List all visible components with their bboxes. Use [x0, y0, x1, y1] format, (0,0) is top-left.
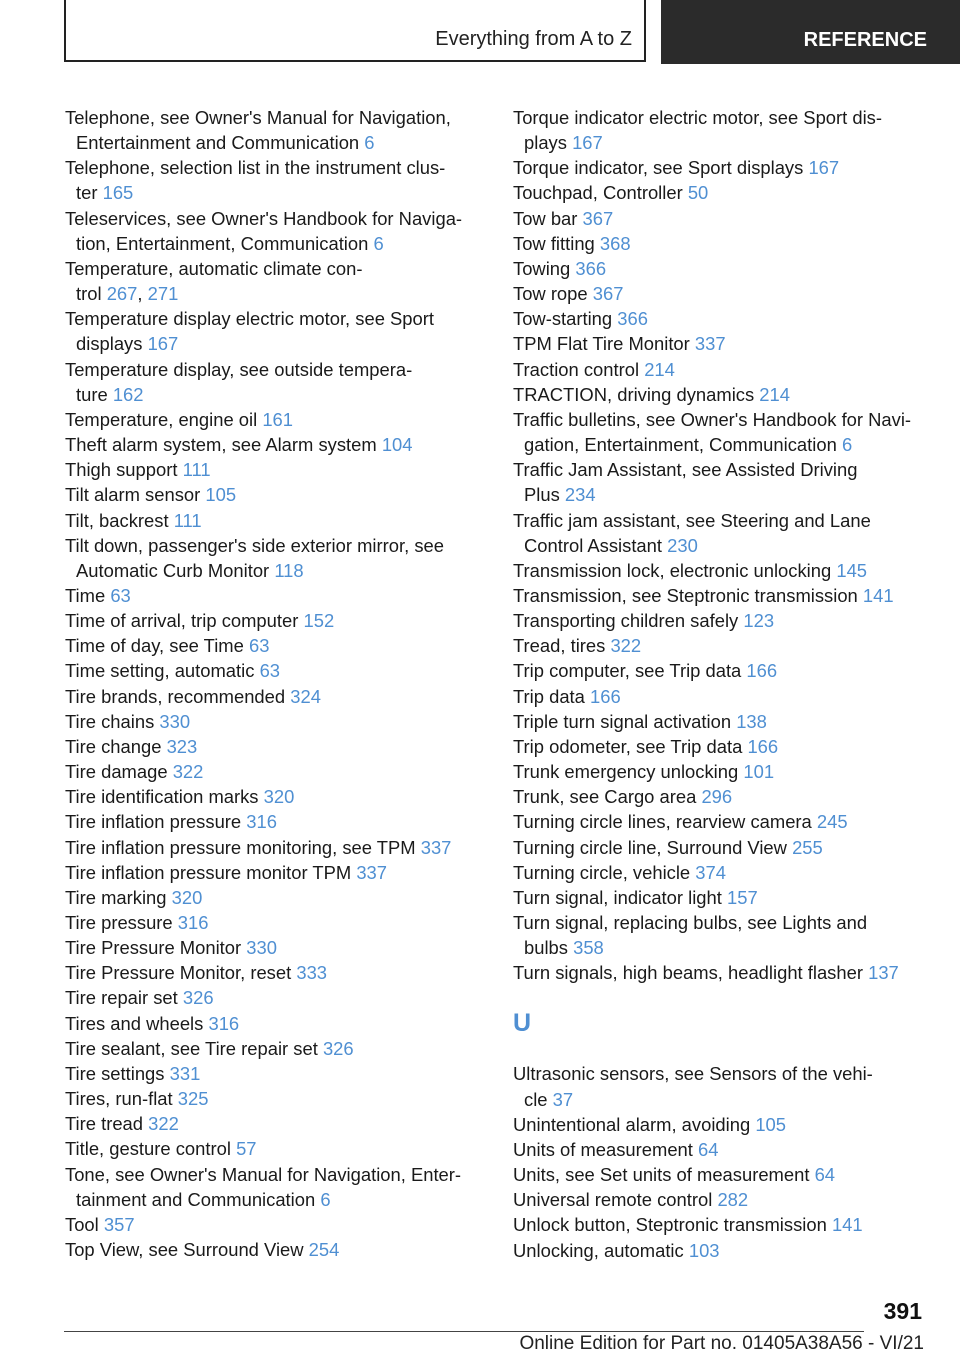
index-entry	[513, 960, 943, 985]
page-reference-link[interactable]: 152	[303, 610, 335, 632]
page-reference-link[interactable]: 167	[572, 132, 603, 154]
index-column-left	[65, 105, 485, 1262]
index-entry-term: Trip odometer, see Trip data	[513, 735, 743, 757]
index-entry	[65, 709, 485, 734]
index-entry-term: Tire sealant, see Tire repair set	[65, 1037, 318, 1059]
index-entry-term: Trunk, see Cargo area	[513, 786, 697, 808]
page-reference-link[interactable]: 166	[747, 735, 779, 757]
page-reference-link[interactable]: 111	[173, 509, 202, 531]
index-entry	[513, 910, 943, 960]
index-entry-continuation: Plus	[524, 484, 560, 506]
index-entry	[513, 860, 943, 885]
index-entry-continuation: Control Assistant	[524, 534, 662, 556]
page-reference-link[interactable]: 366	[617, 308, 648, 330]
index-entry	[65, 1111, 485, 1136]
index-entry-continuation: bulbs	[524, 937, 568, 959]
index-entry-term: Title, gesture control	[65, 1138, 231, 1160]
index-entry-term: Time of day, see Time	[65, 635, 244, 657]
index-entry-continuation: gation, Entertainment, Communication	[524, 434, 837, 456]
page-reference-link[interactable]: 145	[836, 559, 868, 581]
index-entry	[513, 885, 943, 910]
page-reference-link[interactable]: 166	[746, 660, 778, 682]
index-entry-term: Units of measurement	[513, 1138, 693, 1160]
index-entry	[513, 734, 943, 759]
page-reference-link[interactable]: 63	[248, 635, 270, 657]
page-reference-link[interactable]: 267	[106, 283, 138, 305]
page-reference-link[interactable]: 367	[592, 283, 624, 305]
index-entry	[65, 960, 485, 985]
index-entry-term: Temperature, engine oil	[65, 408, 258, 430]
page-reference-link[interactable]: 103	[688, 1239, 720, 1261]
index-entry-term: Unintentional alarm, avoiding	[513, 1113, 751, 1135]
index-entry-term: Unlock button, Steptronic transmission	[513, 1214, 827, 1236]
page-reference-link[interactable]: 322	[610, 635, 642, 657]
index-entry-term: Time of arrival, trip computer	[65, 610, 299, 632]
page-reference-link[interactable]: 316	[177, 912, 209, 933]
index-entry-term: Turning circle, vehicle	[513, 861, 691, 883]
page-reference-link[interactable]: 282	[717, 1189, 749, 1211]
index-entry-term: Teleservices, see Owner's Handbook for Naviga-	[65, 207, 463, 229]
page-reference-link[interactable]: 50	[687, 182, 709, 204]
page-reference-link[interactable]: 230	[667, 534, 698, 556]
index-entry-term: Tilt alarm sensor	[65, 484, 201, 506]
page-reference-link[interactable]: 166	[590, 685, 621, 707]
index-entry-term: TRACTION, driving dynamics	[513, 383, 755, 405]
page-reference-link[interactable]: 296	[701, 786, 733, 808]
page-reference-link[interactable]: 326	[322, 1037, 354, 1059]
section-title-box	[64, 0, 646, 62]
index-entry-term: Towing	[513, 257, 571, 279]
index-entry	[65, 482, 485, 507]
page-reference-link[interactable]: 331	[169, 1062, 201, 1084]
index-entry	[65, 658, 485, 683]
index-entry	[65, 105, 485, 155]
page-reference-link[interactable]: 161	[262, 408, 294, 430]
page-reference-link[interactable]: 165	[102, 182, 134, 204]
index-entry-term: Time setting, automatic	[65, 660, 255, 682]
index-entry	[513, 180, 943, 205]
index-entry	[65, 885, 485, 910]
page-reference-link[interactable]: 167	[147, 333, 179, 355]
page-reference-link[interactable]: 337	[356, 861, 387, 883]
index-entry-term: Tread, tires	[513, 635, 606, 657]
index-entry-term: Tire brands, recommended	[65, 685, 286, 707]
page-reference-link[interactable]: 104	[381, 434, 413, 456]
index-entry-continuation: tion, Entertainment, Communication	[76, 232, 369, 254]
index-entry-term: Tire Pressure Monitor	[65, 937, 242, 959]
index-entry	[65, 935, 485, 960]
index-entry-continuation: displays	[76, 333, 143, 355]
index-entry-term: Traffic Jam Assistant, see Assisted Driving	[513, 459, 858, 481]
index-entry-term: Temperature display, see outside tempera-	[65, 358, 413, 380]
index-entry-term: Tire marking	[65, 886, 167, 908]
index-list-u	[513, 1061, 943, 1262]
index-entry	[65, 1011, 485, 1036]
index-entry	[65, 206, 485, 256]
index-entry-term: Tires, run-flat	[65, 1088, 173, 1110]
index-entry	[513, 658, 943, 683]
page-reference-link[interactable]: 255	[792, 836, 823, 858]
index-entry-term: Traction control	[513, 358, 640, 380]
index-entry-term: TPM Flat Tire Monitor	[513, 333, 690, 355]
index-entry	[513, 306, 943, 331]
index-entry	[65, 1061, 485, 1086]
index-entry	[65, 155, 485, 205]
index-entry-term: Triple turn signal activation	[513, 710, 732, 732]
page-reference-link[interactable]: 57	[236, 1138, 257, 1160]
page-reference-link[interactable]: 316	[208, 1012, 240, 1034]
index-entry	[65, 357, 485, 407]
index-entry-term: Trip computer, see Trip data	[513, 660, 742, 682]
page-reference-link[interactable]: 357	[103, 1213, 135, 1235]
index-entry-term: Telephone, selection list in the instrument clus-	[65, 157, 446, 179]
index-entry	[65, 608, 485, 633]
page-reference-link[interactable]: 245	[816, 811, 848, 833]
index-entry-term: Theft alarm system, see Alarm system	[65, 434, 377, 456]
page-reference-link[interactable]: 271	[147, 283, 179, 305]
index-entry	[513, 583, 943, 608]
index-entry-term: Tow fitting	[513, 232, 595, 254]
index-entry-continuation: Entertainment and Communication	[76, 132, 360, 154]
page-reference-link[interactable]: 366	[575, 257, 607, 279]
index-entry-term: Tire inflation pressure	[65, 811, 242, 833]
index-entry	[513, 1112, 943, 1137]
index-entry	[513, 1137, 943, 1162]
page-reference-link[interactable]: 6	[841, 434, 853, 456]
page-reference-link[interactable]: 6	[320, 1188, 331, 1210]
index-entry	[513, 633, 943, 658]
index-entry-continuation: tainment and Communication	[76, 1188, 316, 1210]
index-entry-term: Tire repair set	[65, 987, 178, 1009]
page-reference-link[interactable]: 37	[552, 1088, 574, 1110]
index-entry-continuation: ter	[76, 182, 98, 204]
page-reference-link[interactable]: 6	[373, 232, 384, 254]
index-entry-term: Tire Pressure Monitor, reset	[65, 962, 292, 984]
index-entry-term: Tire tread	[65, 1113, 144, 1135]
index-entry	[65, 508, 485, 533]
index-entry	[513, 105, 943, 155]
page-reference-link[interactable]: 324	[290, 685, 321, 707]
index-entry	[513, 457, 943, 507]
index-entry-term: Tilt down, passenger's side exterior mirror, see	[65, 534, 444, 556]
page-reference-link[interactable]: 64	[698, 1138, 719, 1160]
page-reference-link[interactable]: 137	[868, 962, 899, 984]
index-entry-term: Torque indicator electric motor, see Sport dis-	[513, 107, 882, 128]
page-reference-link[interactable]: 6	[364, 132, 375, 154]
page-reference-link[interactable]: 326	[182, 987, 214, 1009]
index-entry	[65, 457, 485, 482]
page-ref-separator: ,	[137, 283, 148, 305]
index-entry-term: Traffic jam assistant, see Steering and Lane	[513, 509, 871, 531]
index-entry	[513, 684, 943, 709]
index-entry	[65, 734, 485, 759]
index-entry-term: Tire identification marks	[65, 786, 259, 808]
index-entry	[65, 533, 485, 583]
index-entry	[65, 759, 485, 784]
index-entry	[513, 835, 943, 860]
index-entry	[513, 231, 943, 256]
index-entry	[65, 432, 485, 457]
index-entry-term: Tow rope	[513, 283, 588, 305]
index-entry	[513, 382, 943, 407]
section-title: Everything from A to Z	[435, 28, 632, 50]
index-entry-term: Turn signals, high beams, headlight flasher	[513, 962, 863, 984]
index-entry	[513, 608, 943, 633]
page-reference-link[interactable]: 167	[808, 157, 840, 179]
index-entry	[65, 860, 485, 885]
index-entry-term: Units, see Set units of measurement	[513, 1164, 810, 1186]
index-entry-term: Temperature, automatic climate con-	[65, 257, 363, 279]
index-entry-term: Thigh support	[65, 459, 178, 481]
index-entry-term: Tire chains	[65, 710, 155, 732]
index-entry-term: Turning circle lines, rearview camera	[513, 811, 812, 833]
index-list-t-continued	[513, 105, 943, 985]
index-entry-continuation: cle	[524, 1088, 548, 1110]
index-entry-term: Turning circle line, Surround View	[513, 836, 787, 858]
index-entry	[65, 1212, 485, 1237]
running-header	[64, 0, 960, 66]
index-entry	[513, 407, 943, 457]
page-reference-link[interactable]: 374	[695, 861, 726, 883]
page-reference-link[interactable]: 214	[644, 358, 675, 380]
index-entry	[65, 910, 485, 935]
index-entry-continuation: plays	[524, 132, 567, 154]
index-entry	[65, 985, 485, 1010]
index-entry-term: Transmission, see Steptronic transmission	[513, 584, 858, 606]
chapter-tab	[661, 0, 960, 64]
page-reference-link[interactable]: 337	[420, 836, 452, 858]
footer-divider	[64, 1331, 864, 1332]
index-entry	[65, 583, 485, 608]
index-entry-term: Traffic bulletins, see Owner's Handbook for Navi-	[513, 408, 912, 430]
index-entry	[513, 1162, 943, 1187]
index-entry-term: Time	[65, 584, 106, 606]
page-reference-link[interactable]: 63	[110, 584, 131, 606]
index-entry	[513, 759, 943, 784]
page-reference-link[interactable]: 105	[755, 1113, 786, 1135]
page-reference-link[interactable]: 325	[177, 1088, 209, 1110]
page-reference-link[interactable]: 330	[246, 937, 277, 959]
index-entry	[513, 809, 943, 834]
index-entry	[65, 1162, 485, 1212]
page-reference-link[interactable]: 63	[259, 660, 281, 682]
index-entry	[513, 709, 943, 734]
index-entry-continuation: trol	[76, 283, 102, 305]
index-entry-term: Transporting children safely	[513, 610, 739, 632]
index-entry-term: Universal remote control	[513, 1189, 713, 1211]
index-entry-term: Unlocking, automatic	[513, 1239, 684, 1261]
index-letter-heading: U	[513, 1009, 532, 1038]
page-reference-link[interactable]: 214	[759, 383, 790, 405]
index-entry	[513, 256, 943, 281]
index-entry-term: Tone, see Owner's Manual for Navigation, Enter-	[65, 1163, 462, 1185]
index-entry	[65, 835, 485, 860]
page-reference-link[interactable]: 316	[246, 811, 277, 833]
index-entry	[513, 508, 943, 558]
page-reference-link[interactable]: 337	[694, 333, 726, 355]
page-reference-link[interactable]: 322	[148, 1113, 179, 1135]
page-reference-link[interactable]: 138	[736, 710, 767, 732]
index-entry-term: Turn signal, indicator light	[513, 886, 722, 908]
page-number: 391	[883, 1298, 922, 1324]
page-reference-link[interactable]: 234	[564, 484, 596, 506]
index-entry-term: Top View, see Surround View	[65, 1239, 304, 1261]
index-entry	[65, 684, 485, 709]
index-entry	[65, 1136, 485, 1161]
index-entry-term: Tires and wheels	[65, 1012, 204, 1034]
index-entry-term: Torque indicator, see Sport displays	[513, 157, 804, 179]
index-entry-term: Tow-starting	[513, 308, 613, 330]
index-entry-term: Turn signal, replacing bulbs, see Lights and	[513, 912, 868, 933]
page-reference-link[interactable]: 320	[171, 886, 203, 908]
index-entry	[513, 357, 943, 382]
index-entry	[513, 1187, 943, 1212]
index-entry	[65, 809, 485, 834]
index-entry	[65, 256, 485, 306]
index-entry-term: Tow bar	[513, 207, 578, 229]
index-entry-term: Transmission lock, electronic unlocking	[513, 559, 832, 581]
page-reference-link[interactable]: 118	[274, 559, 304, 581]
index-entry-term: Ultrasonic sensors, see Sensors of the vehi-	[513, 1063, 873, 1085]
index-entry-term: Tool	[65, 1213, 99, 1235]
index-entry	[513, 1061, 943, 1111]
index-entry	[65, 633, 485, 658]
index-entry	[513, 558, 943, 583]
page-reference-link[interactable]: 367	[582, 207, 614, 229]
page-reference-link[interactable]: 64	[814, 1164, 836, 1186]
page-reference-link[interactable]: 141	[862, 584, 894, 606]
chapter-title: REFERENCE	[803, 29, 927, 51]
page-reference-link[interactable]: 322	[172, 761, 204, 783]
index-entry-term: Tilt, backrest	[65, 509, 169, 531]
page-reference-link[interactable]: 123	[743, 610, 775, 632]
page-reference-link[interactable]: 162	[112, 383, 144, 405]
index-entry-term: Touchpad, Controller	[513, 182, 683, 204]
index-entry	[65, 1086, 485, 1111]
index-entry-term: Tire inflation pressure monitor TPM	[65, 861, 352, 883]
index-entry	[513, 1238, 943, 1263]
page-reference-link[interactable]: 333	[296, 962, 328, 984]
page-reference-link[interactable]: 157	[727, 886, 758, 908]
page-reference-link[interactable]: 323	[166, 735, 198, 757]
index-entry	[65, 407, 485, 432]
index-entry	[513, 331, 943, 356]
index-entry-term: Tire change	[65, 735, 162, 757]
index-entry-term: Telephone, see Owner's Manual for Navigation,	[65, 107, 451, 128]
index-entry	[65, 784, 485, 809]
index-entry-term: Tire inflation pressure monitoring, see TPM	[65, 836, 416, 858]
index-entry	[513, 1212, 943, 1237]
index-entry-continuation: ture	[76, 383, 108, 405]
index-entry-term: Tire settings	[65, 1062, 165, 1084]
page-reference-link[interactable]: 358	[573, 937, 604, 959]
index-entry	[513, 206, 943, 231]
index-entry	[513, 281, 943, 306]
index-entry	[513, 784, 943, 809]
page-reference-link[interactable]: 141	[831, 1214, 863, 1236]
page-reference-link[interactable]: 320	[263, 786, 295, 808]
index-entry	[65, 1237, 485, 1262]
index-entry-term: Tire damage	[65, 761, 168, 783]
index-entry-term: Trip data	[513, 685, 585, 707]
index-entry	[65, 1036, 485, 1061]
index-entry	[65, 306, 485, 356]
footer-edition: Online Edition for Part no. 01405A38A56 - VI/21	[519, 1333, 924, 1354]
index-entry-term: Trunk emergency unlocking	[513, 761, 739, 783]
page-reference-link[interactable]: 105	[205, 484, 237, 506]
page-reference-link[interactable]: 254	[308, 1239, 340, 1261]
page-reference-link[interactable]: 330	[159, 710, 191, 732]
page-reference-link[interactable]: 111	[182, 459, 211, 481]
index-entry	[513, 155, 943, 180]
index-entry-term: Temperature display electric motor, see Sport	[65, 308, 434, 330]
page-reference-link[interactable]: 368	[599, 232, 631, 254]
page-reference-link[interactable]: 101	[743, 761, 775, 783]
index-entry-term: Tire pressure	[65, 912, 173, 933]
index-column-right	[513, 105, 943, 1263]
index-entry-continuation: Automatic Curb Monitor	[76, 559, 270, 581]
